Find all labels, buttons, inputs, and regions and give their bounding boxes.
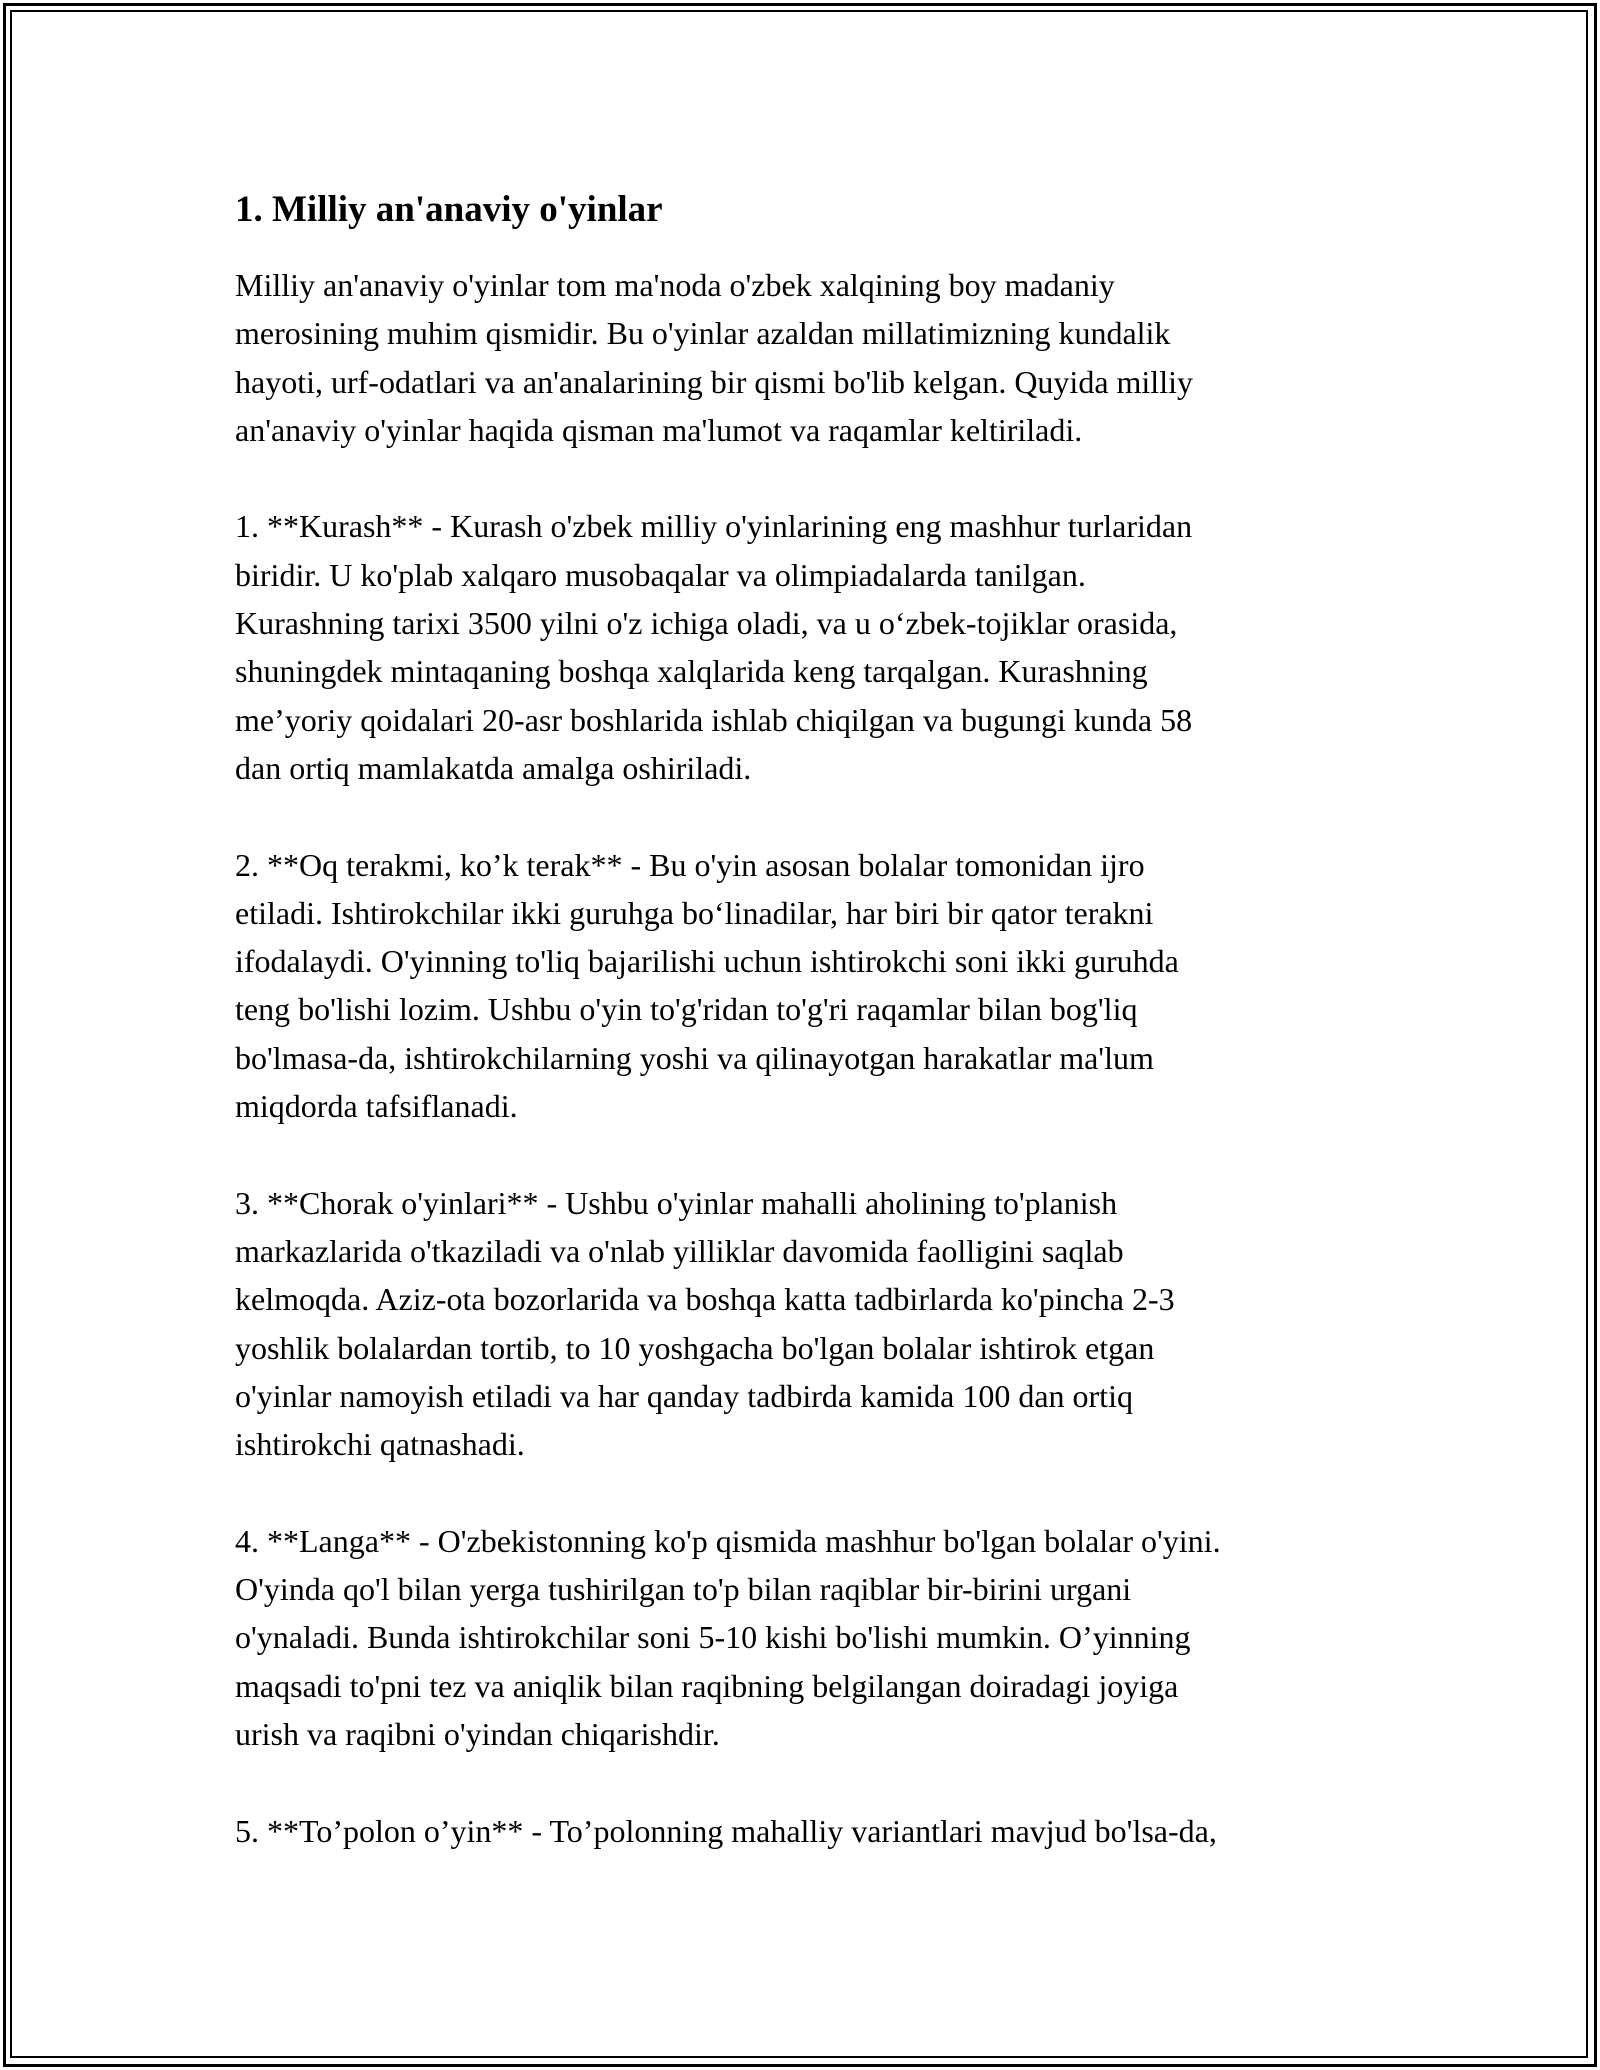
- text-line: kelmoqda. Aziz-ota bozorlarida va boshqa katta tadbirlarda ko'pincha 2-3: [235, 1281, 1175, 1318]
- text-line: teng bo'lishi lozim. Ushbu o'yin to'g'ridan to'g'ri raqamlar bilan bog'liq: [235, 991, 1138, 1028]
- text-line: dan ortiq mamlakatda amalga oshiriladi.: [235, 749, 752, 786]
- text-line: 5. **To’polon o’yin** - To’polonning mahalliy variantlari mavjud bo'lsa-da,: [235, 1812, 1217, 1849]
- document-body: [235, 186, 1395, 1903]
- section-heading: 1. Milliy an'anaviy o'yinlar: [235, 189, 663, 230]
- text-line: ishtirokchi qatnashadi.: [235, 1426, 525, 1463]
- text-line: yoshlik bolalardan tortib, to 10 yoshgacha bo'lgan bolalar ishtirok etgan: [235, 1329, 1155, 1366]
- text-line: Milliy an'anaviy o'yinlar tom ma'noda o'zbek xalqining boy madaniy: [235, 267, 1115, 303]
- text-line: me’yoriy qoidalari 20-asr boshlarida ishlab chiqilgan va bugungi kunda 58: [235, 701, 1193, 738]
- text-line: 1. **Kurash** - Kurash o'zbek milliy o'yinlarining eng mashhur turlaridan: [235, 508, 1193, 545]
- text-line: bo'lmasa-da, ishtirokchilarning yoshi va qilinayotgan harakatlar ma'lum: [235, 1039, 1154, 1076]
- text-line: urish va raqibni o'yindan chiqarishdir.: [235, 1715, 720, 1752]
- text-line: merosining muhim qismidir. Bu o'yinlar azaldan millatimizning kundalik: [235, 315, 1171, 352]
- text-line: 2. **Oq terakmi, ko’k terak** - Bu o'yin asosan bolalar tomonidan ijro: [235, 846, 1145, 883]
- list-item-langa: [235, 1517, 1395, 1758]
- text-line: 4. **Langa** - O'zbekistonning ko'p qismida mashhur bo'lgan bolalar o'yini.: [235, 1522, 1221, 1559]
- text-line: an'anaviy o'yinlar haqida qisman ma'lumot va raqamlar keltiriladi.: [235, 411, 1083, 448]
- list-item-topolon: [235, 1807, 1395, 1855]
- list-item-oq-terakmi: [235, 841, 1395, 1131]
- text-line: shuningdek mintaqaning boshqa xalqlarida keng tarqalgan. Kurashning: [235, 653, 1148, 690]
- text-line: ifodalaydi. O'yinning to'liq bajarilishi uchun ishtirokchi soni ikki guruhda: [235, 943, 1179, 980]
- list-item-kurash: [235, 502, 1395, 792]
- intro-paragraph: [235, 261, 1395, 454]
- text-line: biridir. U ko'plab xalqaro musobaqalar va olimpiadalarda tanilgan.: [235, 556, 1086, 593]
- text-line: miqdorda tafsiflanadi.: [235, 1088, 518, 1125]
- text-line: maqsadi to'pni tez va aniqlik bilan raqibning belgilangan doiradagi joyiga: [235, 1667, 1179, 1704]
- text-line: etiladi. Ishtirokchilar ikki guruhga bo‘linadilar, har biri bir qator terakni: [235, 894, 1154, 931]
- text-line: o'yinlar namoyish etiladi va har qanday tadbirda kamida 100 dan ortiq: [235, 1377, 1133, 1414]
- text-line: o'ynaladi. Bunda ishtirokchilar soni 5-10 kishi bo'lishi mumkin. O’yinning: [235, 1619, 1191, 1656]
- text-line: Kurashning tarixi 3500 yilni o'z ichiga oladi, va u o‘zbek-tojiklar orasida,: [235, 605, 1178, 642]
- text-line: hayoti, urf-odatlari va an'analarining bir qismi bo'lib kelgan. Quyida milliy: [235, 363, 1193, 400]
- text-line: markazlarida o'tkaziladi va o'nlab yilliklar davomida faolligini saqlab: [235, 1232, 1124, 1269]
- list-item-chorak: [235, 1179, 1395, 1469]
- text-line: 3. **Chorak o'yinlari** - Ushbu o'yinlar mahalli aholining to'planish: [235, 1184, 1118, 1221]
- text-line: O'yinda qo'l bilan yerga tushirilgan to'p bilan raqiblar bir-birini urgani: [235, 1571, 1132, 1608]
